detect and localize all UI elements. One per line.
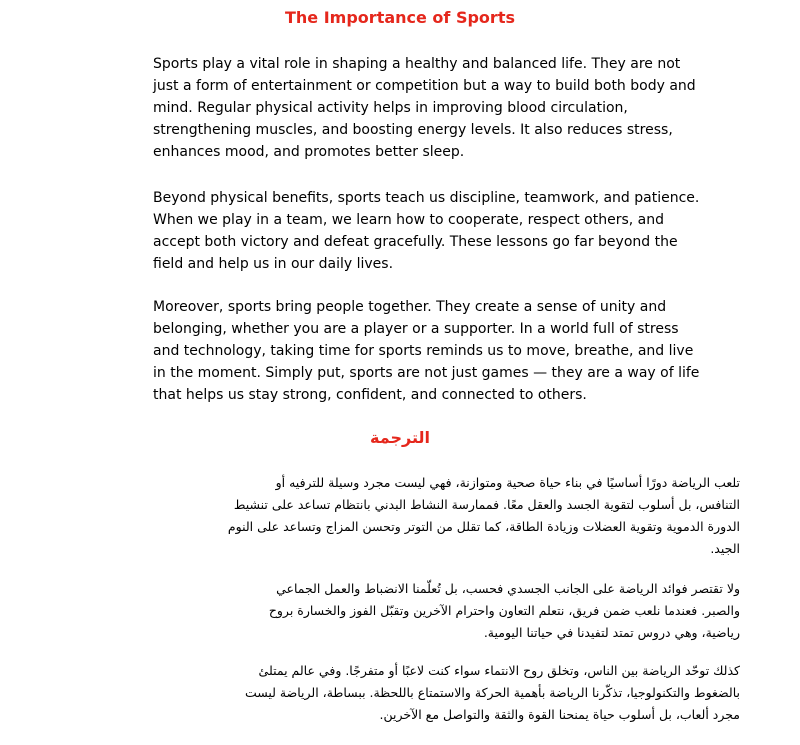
english-paragraph-1 xyxy=(153,53,733,163)
text-line: mind. Regular physical activity helps in improving blood circulation, xyxy=(153,100,628,116)
text-line: belonging, whether you are a player or a supporter. In a world full of stress xyxy=(153,321,679,337)
text-line: that helps us stay strong, confident, and connected to others. xyxy=(153,387,587,403)
text-line: ولا تقتصر فوائد الرياضة على الجانب الجسدي فحسب، بل تُعلّمنا الانضباط والعمل الجماعي xyxy=(276,581,740,596)
text-line: التنافس، بل أسلوب لتقوية الجسد والعقل معًا. فممارسة النشاط البدني بانتظام تساعد على تنشيط xyxy=(233,497,740,512)
text-line: الدورة الدموية وتقوية العضلات وزيادة الطاقة، كما تقلل من التوتر وتحسن المزاج وتساعد على النوم xyxy=(227,519,740,534)
text-line: and technology, taking time for sports reminds us to move, breathe, and live xyxy=(153,343,694,359)
text-line: رياضية، وهي دروس تمتد لتفيدنا في حياتنا اليومية. xyxy=(483,625,740,640)
text-line: الجيد. xyxy=(710,541,740,556)
text-line: Moreover, sports bring people together. They create a sense of unity and xyxy=(153,299,667,315)
text-line: accept both victory and defeat gracefully. These lessons go far beyond the xyxy=(153,234,678,250)
arabic-paragraph-1 xyxy=(150,472,740,560)
arabic-title: الترجمة xyxy=(370,428,430,447)
text-line: بالضغوط والتكنولوجيا، تذكّرنا الرياضة بأهمية الحركة والاستمتاع باللحظة. ببساطة، الرياضة ليست xyxy=(244,685,740,700)
english-paragraph-3 xyxy=(153,296,733,406)
text-line: strengthening muscles, and boosting energy levels. It also reduces stress, xyxy=(153,122,673,138)
arabic-paragraph-2 xyxy=(150,578,740,644)
text-line: Beyond physical benefits, sports teach us discipline, teamwork, and patience. xyxy=(153,190,700,206)
english-title: The Importance of Sports xyxy=(285,8,515,27)
text-line: تلعب الرياضة دورًا أساسيًا في بناء حياة صحية ومتوازنة، فهي ليست مجرد وسيلة للترفيه أو xyxy=(275,475,740,490)
text-line: just a form of entertainment or competition but a way to build both body and xyxy=(153,78,696,94)
text-line: Sports play a vital role in shaping a healthy and balanced life. They are not xyxy=(153,56,681,72)
text-line: مجرد ألعاب، بل أسلوب حياة يمنحنا القوة والثقة والتواصل مع الآخرين. xyxy=(379,707,740,722)
text-line: in the moment. Simply put, sports are not just games — they are a way of life xyxy=(153,365,700,381)
text-line: enhances mood, and promotes better sleep. xyxy=(153,144,465,160)
english-paragraph-2 xyxy=(153,187,733,275)
text-line: When we play in a team, we learn how to cooperate, respect others, and xyxy=(153,212,664,228)
arabic-paragraph-3 xyxy=(150,660,740,726)
text-line: field and help us in our daily lives. xyxy=(153,256,394,272)
text-line: والصبر. فعندما نلعب ضمن فريق، نتعلم التعاون واحترام الآخرين وتقبّل الفوز والخسارة بروح xyxy=(268,603,740,618)
text-line: كذلك توحّد الرياضة بين الناس، وتخلق روح الانتماء سواء كنت لاعبًا أو متفرجًا. وفي عالم يمتلئ xyxy=(258,663,740,678)
